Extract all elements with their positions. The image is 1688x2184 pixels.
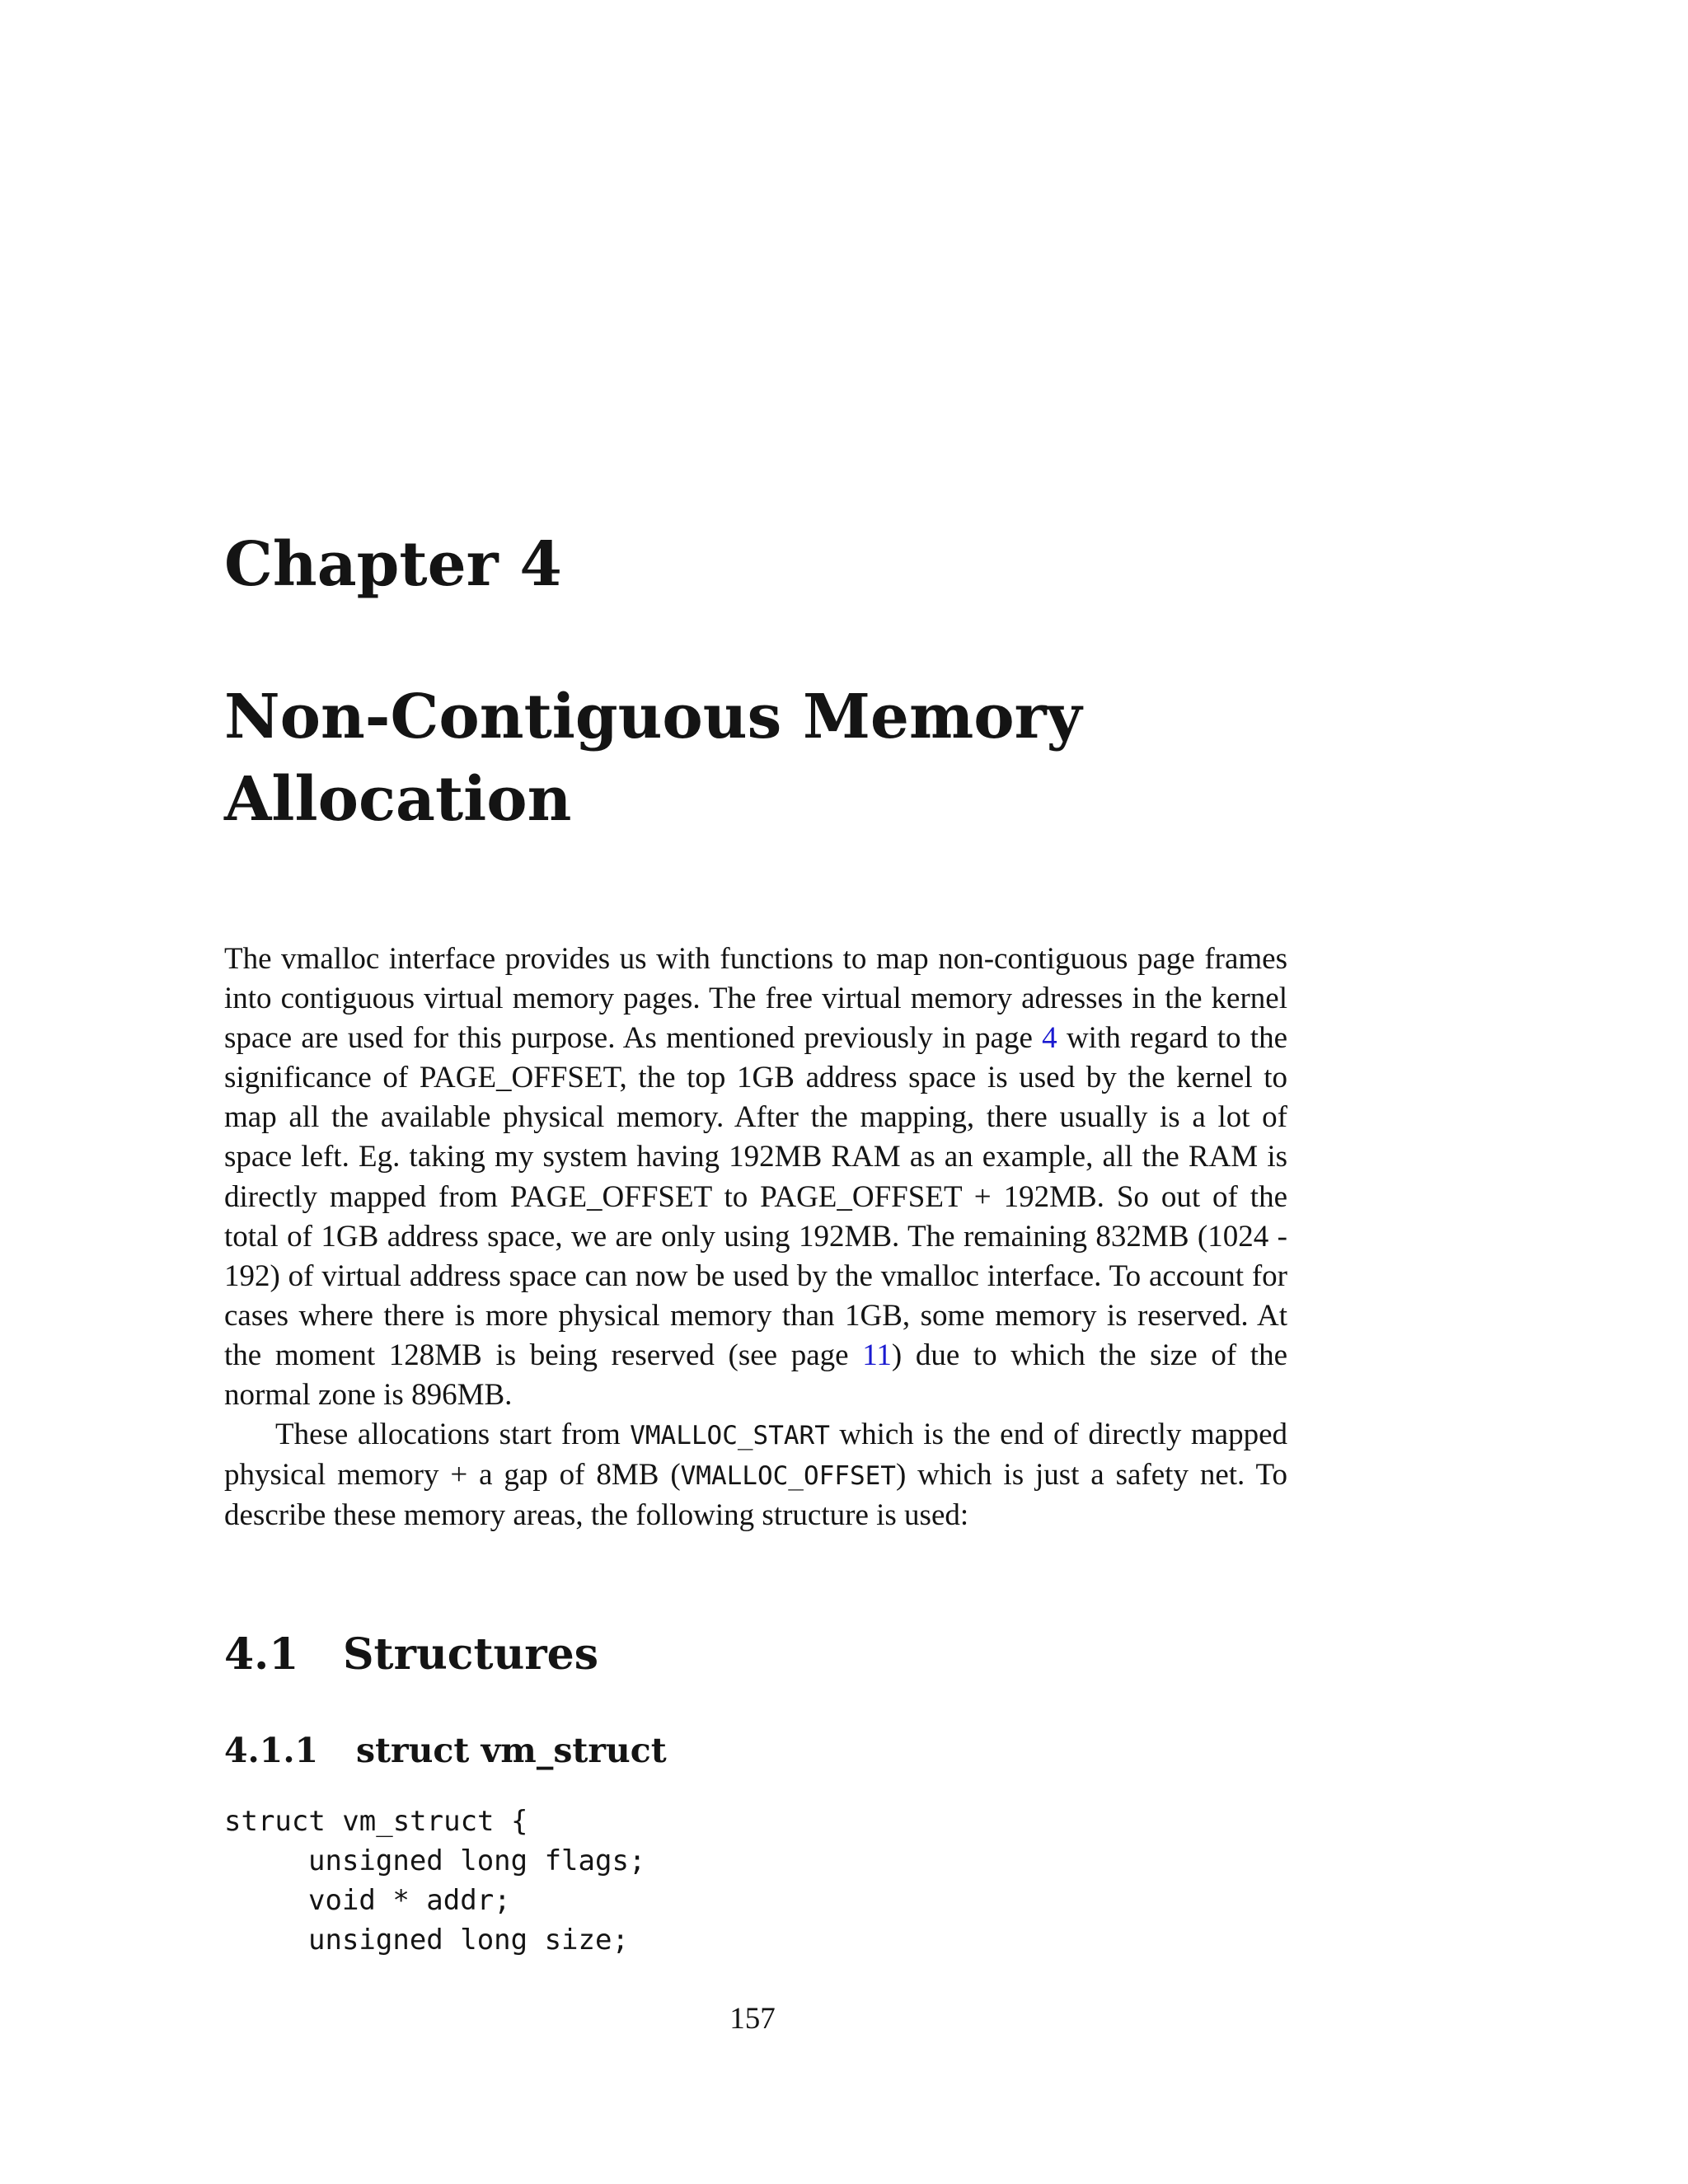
subsection-number: 4.1.1 [224, 1731, 319, 1770]
section-title: Structures [343, 1629, 599, 1680]
code-line: struct vm_struct { [224, 1805, 528, 1838]
page-number: 157 [729, 2002, 776, 2036]
subsection-title: struct vm_struct [356, 1731, 667, 1770]
inline-code: VMALLOC_START [630, 1421, 830, 1451]
code-listing [224, 1802, 645, 1960]
subsection-heading [224, 1731, 667, 1770]
chapter-intro [224, 940, 1287, 1535]
intro-text-segment: ) due to which the size of the normal zone is 896MB. [224, 1338, 1287, 1413]
section-heading [224, 1629, 599, 1680]
page-reference-link[interactable]: 11 [862, 1338, 892, 1372]
code-line: unsigned long size; [308, 1924, 629, 1957]
code-line: unsigned long flags; [308, 1844, 646, 1877]
intro-text-segment: which is the end of directly mapped physical memory + a gap of 8MB ( [224, 1418, 1287, 1493]
section-number: 4.1 [224, 1629, 299, 1680]
intro-text-segment: ) which is just a safety net. To describe these memory areas, the following structure is used: [224, 1458, 1287, 1533]
intro-text-segment: The vmalloc interface provides us with functions to map non-contiguous page frames into contiguous virtual memory pages. The free virtual memory adresses in the kernel space are used for this purpose. As mentioned previously in page [224, 942, 1287, 1056]
intro-text-segment: These allocations start from [275, 1418, 631, 1452]
page-reference-link[interactable]: 4 [1042, 1021, 1057, 1056]
intro-paragraph-1 [224, 940, 1287, 1415]
chapter-title: Non-Contiguous Memory Allocation [224, 682, 1082, 835]
inline-code: VMALLOC_OFFSET [680, 1461, 896, 1492]
code-line: void * addr; [308, 1884, 511, 1917]
chapter-label: Chapter 4 [224, 529, 562, 600]
intro-paragraph-2 [224, 1415, 1287, 1535]
intro-text-segment: with regard to the significance of PAGE_OFFSET, the top 1GB address space is used by the kernel to map all the available physical memory. After the mapping, there usually is a lot of space left. Eg. taking my system having 192MB RAM as an example, all the RAM is directly mapped from PAGE_OFFSET to PAGE_OFFSET + 192MB. So out of the total of 1GB address space, we are only using 192MB. The remaining 832MB (1024 - 192) of virtual address space can now be used by the vmalloc interface. To account for cases where there is more physical memory than 1GB, some memory is reserved. At the moment 128MB is being reserved (see page [224, 1021, 1287, 1372]
